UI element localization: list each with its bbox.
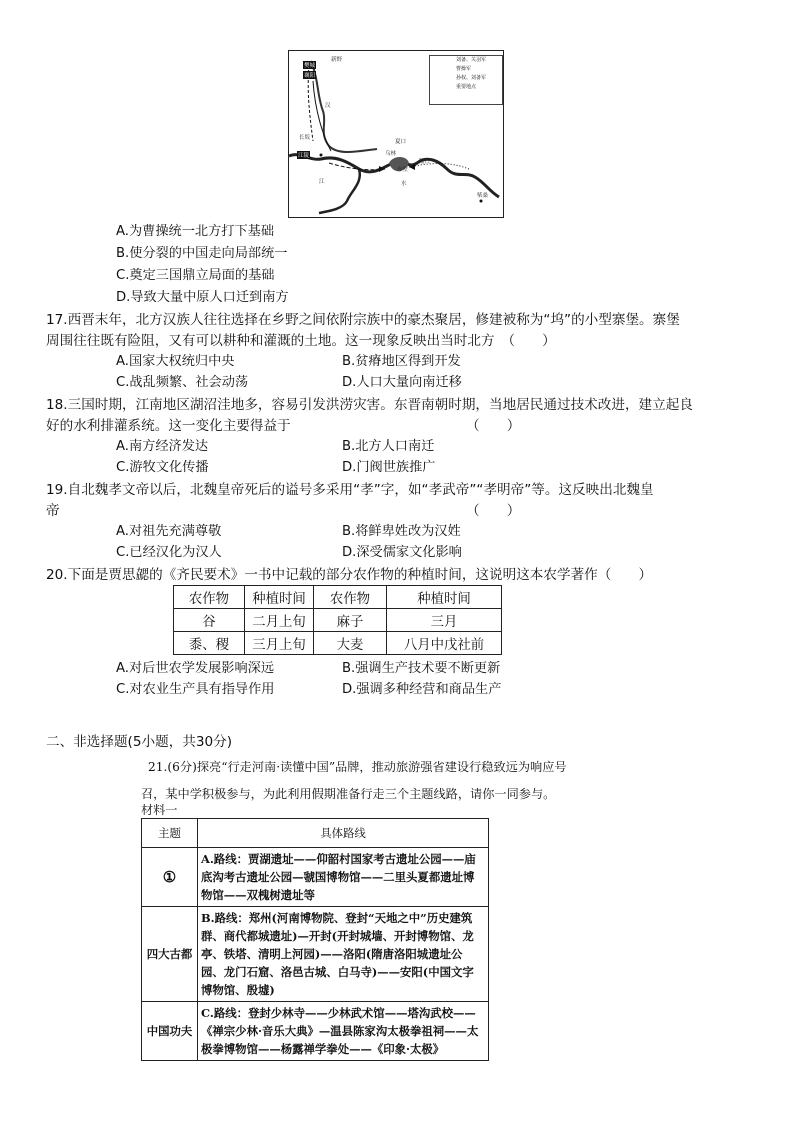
theme-cell: 中国功夫 [142,1002,198,1061]
map-label: 新野 [331,57,343,63]
q19-option-c: C.已经汉化为汉人 [116,545,222,560]
map-label: 乌林 [385,151,397,157]
section-title: 二、非选择题(5小题，共30分) [46,734,233,750]
map-label: 柴桑 [477,193,489,199]
q18-option-c: C.游牧文化传播 [116,460,209,475]
table-cell: 三月 [387,609,502,632]
q21-stem-line1: 21.(6分)探亮“行走河南·读懂中国”品牌，推动旅游强省建设行稳致远为响应号 [148,760,567,774]
q19-option-d: D.深受儒家文化影响 [342,545,462,560]
table-header-cell: 种植时间 [245,586,314,609]
legend-item: 重要地点 [456,84,477,90]
map-label: 赤壁 [397,167,409,173]
q16-option-d: D.导致大量中原人口迁到南方 [116,290,289,305]
route-cell: A.路线：贾湖遗址——仰韶村国家考古遗址公园——庙底沟考古遗址公园—虢国博物馆——二里头夏都遗址博物馆——双槐树遗址等 [198,848,489,907]
table-header-row [174,586,502,609]
q20-option-c: C.对农业生产具有指导作用 [116,682,275,697]
q19-answer-bracket: （ ） [466,503,521,519]
legend-item: 曹操军 [456,66,472,72]
table-row [174,632,502,655]
theme-cell: 四大古都 [142,907,198,1002]
table-header-cell: 农作物 [314,586,387,609]
map-label: 水 [401,181,407,187]
material-label: 材料一 [141,803,178,817]
q18-stem-line2: 好的水利排灌系统。这一变化主要得益于 [46,418,291,434]
table-cell: 麻子 [314,609,387,632]
q19-option-a: A.对祖先充满尊敬 [116,524,222,539]
map-legend [429,55,503,105]
map-label: 江陵 [298,153,310,159]
q20-option-d: D.强调多种经营和商品生产 [342,682,502,697]
q17-option-b: B.贫瘠地区得到开发 [342,354,461,369]
map-label: 襄阳 [304,73,316,79]
q18-option-d: D.门阀世族推广 [342,460,436,475]
table-cell: 八月中戊社前 [387,632,502,655]
han-river [311,61,377,152]
q18-answer-bracket: （ ） [466,418,521,434]
q17-stem-line2: 周围往往既有险阻，又有可以耕种和灌溉的土地。这一现象反映出当时北方 （ ） [46,333,556,349]
table-header-cell: 种植时间 [387,586,502,609]
map-label: 长坂 [299,135,311,141]
route-table [141,818,489,1061]
table-header-cell: 主题 [142,819,198,848]
q16-option-b: B.使分裂的中国走向局部统一 [116,246,288,261]
q19-option-b: B.将鲜卑姓改为汉姓 [342,524,461,539]
legend-item: 刘备、关羽军 [456,57,487,63]
table-row [142,1002,489,1061]
q17-option-a: A.国家大权统归中央 [116,354,235,369]
table-row [142,848,489,907]
map-label: 汉 [325,103,331,109]
table-row [174,609,502,632]
route-cell: B.路线：郑州(河南博物院、登封“天地之中”历史建筑群、商代都城遗址)—开封(开封城墙、开封博物馆、龙亭、铁塔、清明上河园)——洛阳(隋唐洛阳城遗址公园、龙门石窟、洛邑古城、白马寺)——安阳(中国文字博物馆、殷墟) [198,907,489,1002]
q19-stem-line2: 帝 [46,503,60,519]
table-cell: 大麦 [314,632,387,655]
q16-option-c: C.奠定三国鼎立局面的基础 [116,268,275,283]
table-cell: 三月上旬 [245,632,314,655]
q17-option-d: D.人口大量向南迁移 [342,375,462,390]
site-dot-3 [480,200,483,203]
q20-option-b: B.强调生产技术要不断更新 [342,661,501,676]
table-header-row [142,819,489,848]
q20-stem: 20.下面是贾思勰的《齐民要术》一书中记载的部分农作物的种植时间，这说明这本农学著作（ ） [46,567,653,583]
table-cell: 谷 [174,609,245,632]
map-label: 夏口 [395,139,407,145]
table-row [142,907,489,1002]
site-dot-2 [320,154,323,157]
theme-cell: ① [142,848,198,907]
q17-option-c: C.战乱频繁、社会动荡 [116,375,249,390]
legend-item: 孙权、刘备军 [456,75,487,81]
q17-stem-line1: 17.西晋末年，北方汉族人往往选择在乡野之间依附宗族中的豪杰聚居，修建被称为“坞”的小型寨堡。寨堡 [46,312,680,328]
q18-option-b: B.北方人口南迁 [342,439,435,454]
q16-option-a: A.为曹操统一北方打下基础 [116,224,275,239]
q19-stem-line1: 19.自北魏孝文帝以后，北魏皇帝死后的谥号多采用“孝”字，如“孝武帝”“孝明帝”等。这反映出北魏皇 [46,482,654,498]
q21-stem-line2: 召，某中学积极参与，为此利用假期准备行走三个主题线路，请你一同参与。 [141,787,556,801]
table-header-cell: 农作物 [174,586,245,609]
crop-planting-table [173,585,502,655]
q18-stem-line1: 18.三国时期，江南地区湖沼洼地多，容易引发洪涝灾害。东晋南朝时期，当地居民通过技术改进，建立起良 [46,397,693,413]
table-cell: 黍、稷 [174,632,245,655]
q20-option-a: A.对后世农学发展影响深远 [116,661,275,676]
q18-option-a: A.南方经济发达 [116,439,209,454]
route-cell: C.路线：登封少林寺——少林武术馆——塔沟武校——《禅宗少林·音乐大典》—温县陈家沟太极拳祖祠——太极拳博物馆——杨露禅学拳处——《印象·太极》 [198,1002,489,1061]
map-label: 樊城 [304,63,316,69]
cao-route [313,81,331,151]
map-label: 陆口 [419,159,431,165]
table-cell: 二月上旬 [245,609,314,632]
table-header-cell: 具体路线 [198,819,489,848]
yangtze-branch [319,169,360,213]
historical-map [288,50,504,218]
map-label: 江 [319,179,325,185]
